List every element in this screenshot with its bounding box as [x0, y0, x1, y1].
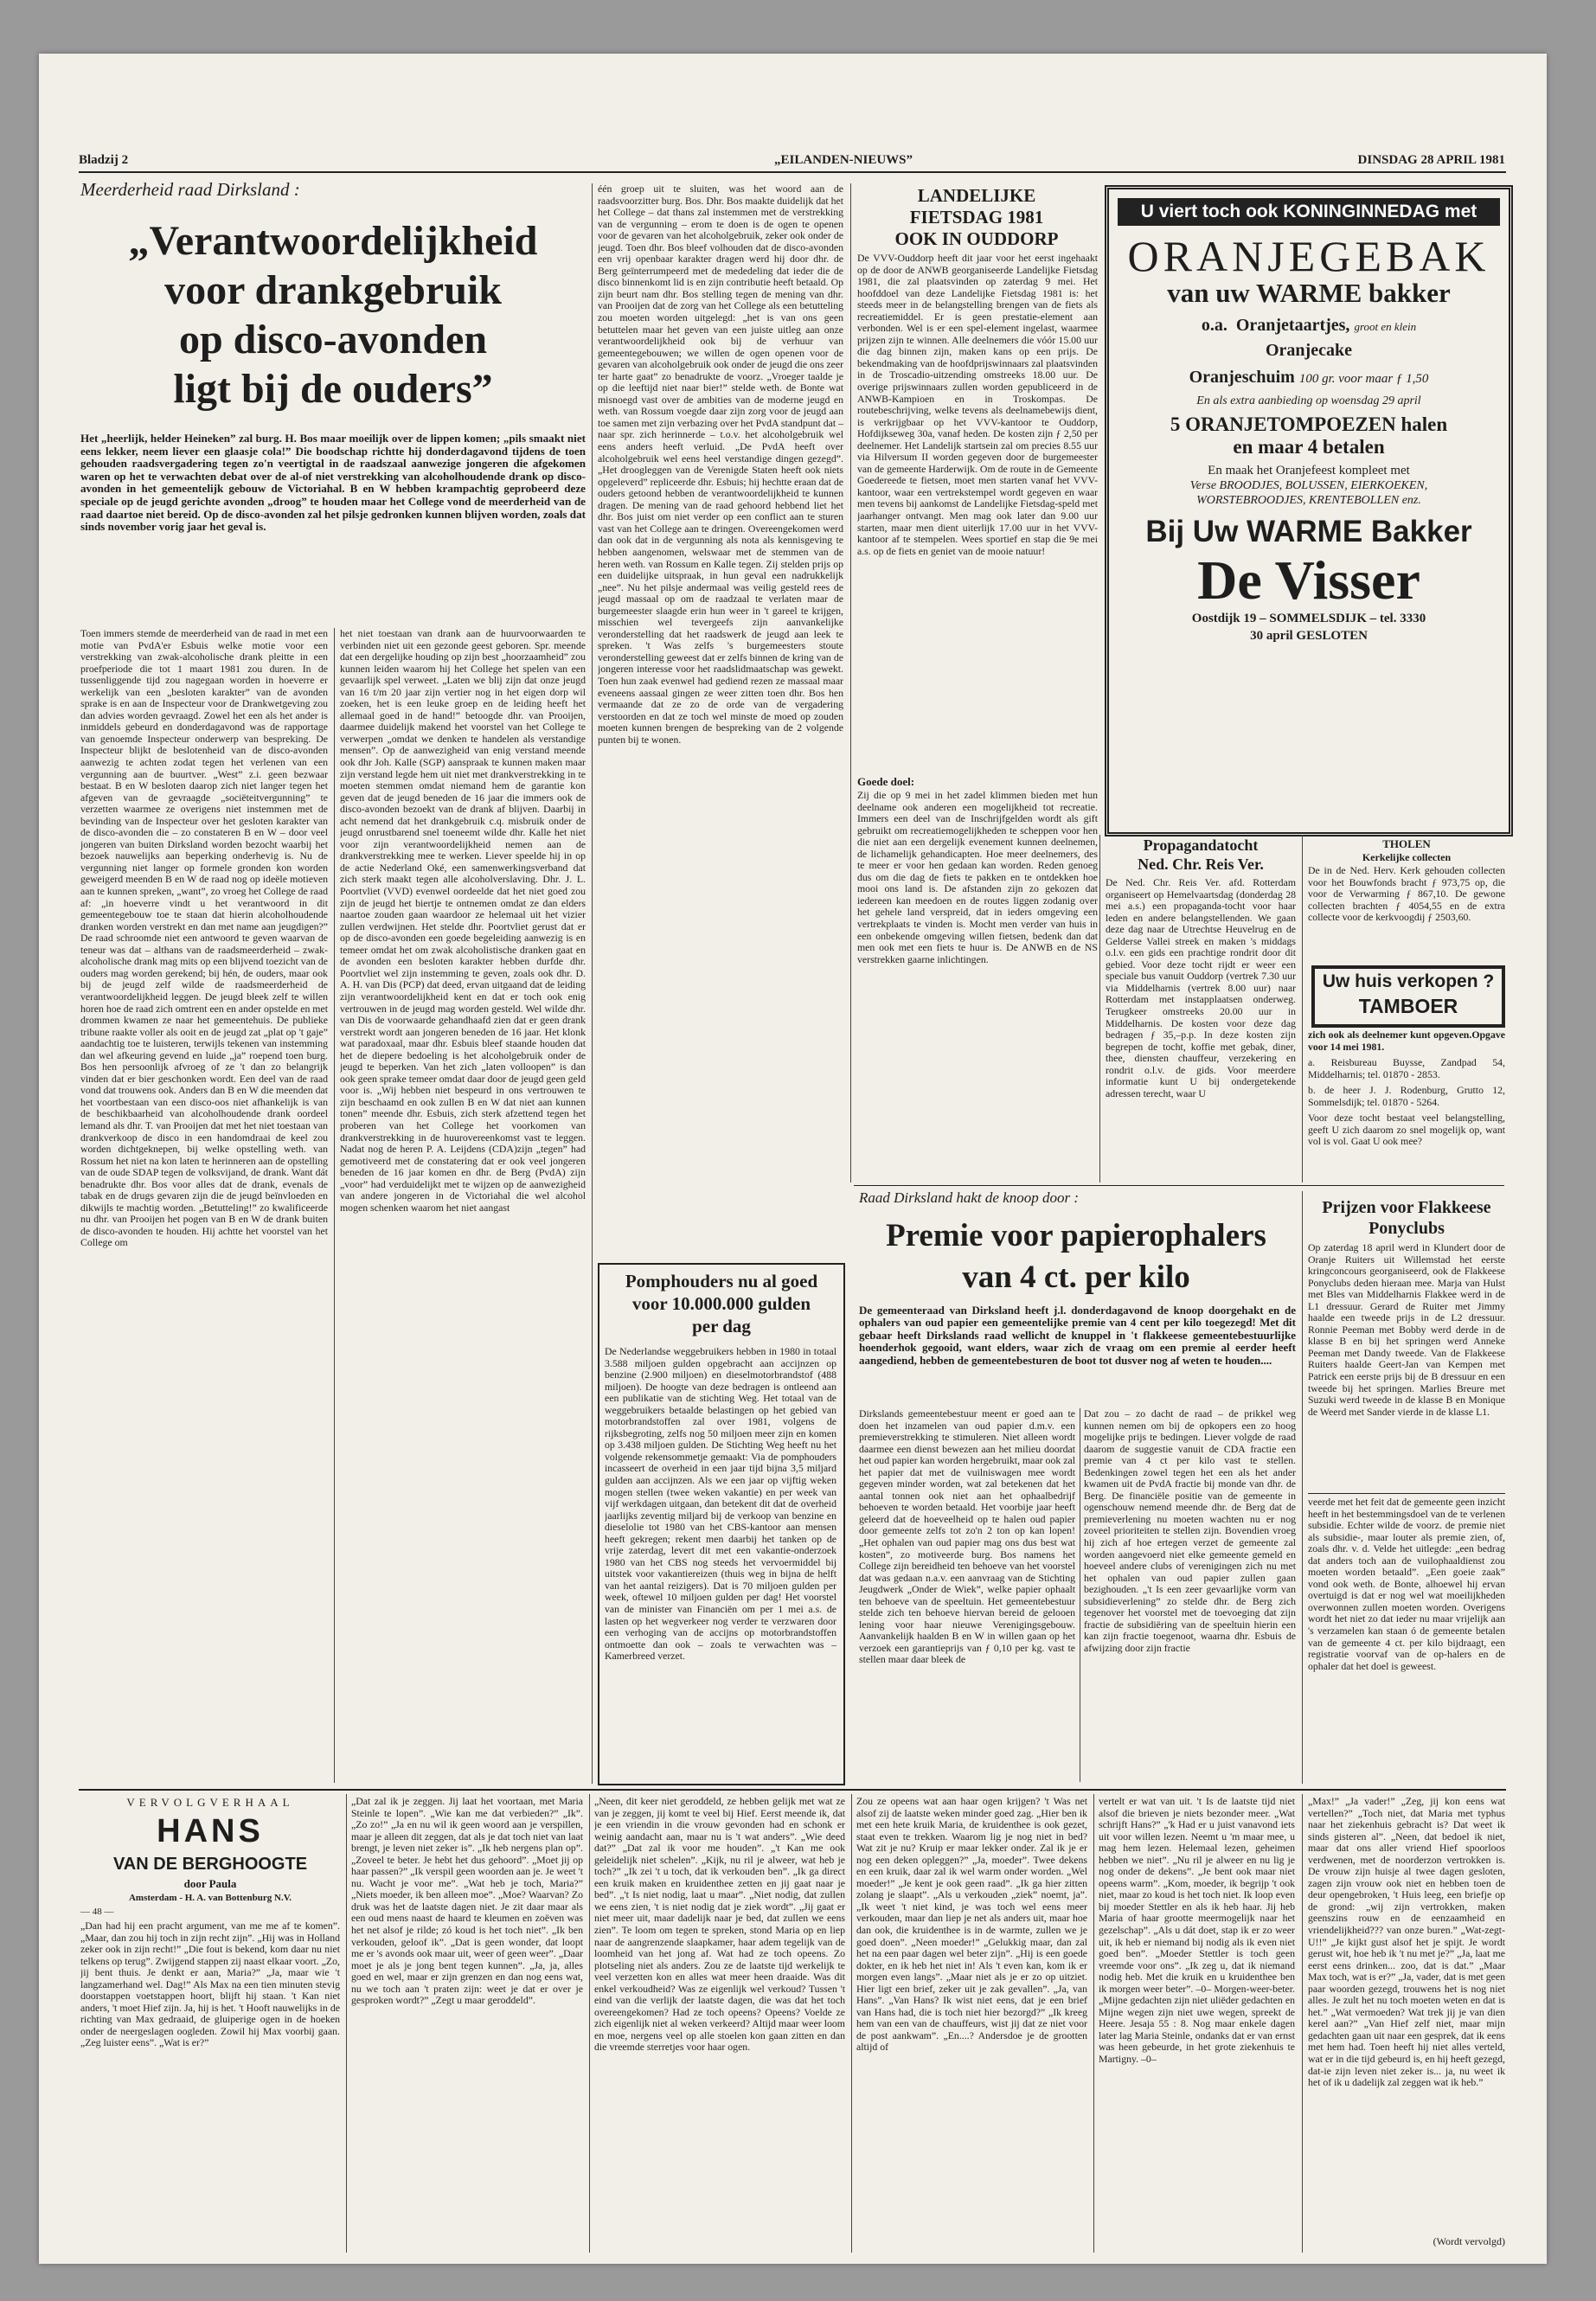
propaganda-addr-b: b. de heer J. J. Rodenburg, Grutto 12, Sommelsdijk; tel. 01870 - 5264.	[1308, 1085, 1505, 1108]
ad-address: Oostdijk 19 – SOMMELSDIJK – tel. 3330	[1191, 612, 1426, 625]
section-rule	[854, 1185, 1504, 1186]
main-col-3: één groep uit te sluiten, was het woord aan de raadsvoorzitter burg. Bos. Dhr. Bos maakte duidelijk dat het het College – dat thans zal instemmen met de verstrekking van de vergunning – erom te doen is de ogen te openen voor de gevaren van het alcoholgebruik, zeker ook onder de jeugd. Toen dhr. Bos bleef volhouden dat de disco-avonden een vrij openbaar karakter dragen werd hij door dhr. de Berg geïnterrumpeerd met de mededeling dat ieder die de disco binnenkomt lid is en zijn contributie heeft betaald. Op zijn beurt nam dhr. Bos stelling tegen de mening van dhr. van Prooijen dat de zorg van het College als een betutteling zou moeten worden uitgelegd: „het is van ons geen betuttelen maar het geven van een juiste uitleg aan onze verantwoordelijkheid ook bij de verhuur van gemeentegebouwen; we willen de ogen openen voor de gevaren van alcoholgebruik ook onder de jeugd die ons zeer ter harte gaat” zo benadrukte de voorz. „Vroeger taalde je op die leeftijd niet naar bier!” stelde weth. de Bonte wat misnoegd vast over de ambities van de moderne jeugd en weth. van Rossum voegde daar zijn zorg voor de jeugd aan toe samen met zijn verbazing over het PvdA standpunt dat – naar spr. zich herinnerde – t.o.v. het alcoholgebruik wel eens anders heeft verluid. „De PvdA heeft over alcoholgebruik wel eens heel verstandige dingen gezegd”. „Het droogleggen van de Verenigde Staten heeft ook niets opgeleverd” repliceerde dhr. Esbuis; hij hechtte eraan dat de ouders getoond hebben de verantwoordelijkheid te kunnen dragen. De mening van de raad gehoord hebbend liet het dhr. Bos juist om niet verder op een conflict aan te sturen vast van het College aan te dringen. Overeengekomen werd dan ook dat in de vergunning als nota als kennisgeving te hebben aangenomen, welswaar met de stemmen van de heren weth. van Rossum en Kalle tegen. Zij stelden prijs op een duidelijke uitspraak, in hun geval een nadrukkelijk „nee”. Nu het pilsje andermaal was veilig gesteld rees de jeugd massaal op om de raadzaal te verlaten maar de burgemeester slaagde erin hun weer in 't gareel te krijgen, misschien wel tevergeefs zijn aanvankelijke veronderstelling dat het raadswerk de jeugd aan leek te spreken. 't Was zelfs 's burgemeesters stoute veronderstelling geweest dat er zelfs binnen de kring van de jongeren interesse voor het raadslidmaatschap was gewekt. Toen hun zaak evenwel had gediend rezen ze massaal maar eveneens aassaal gingen ze weer zitten toen dhr. Bos hen vermaande dat ze zo de orde van de vergadering verstoorden en dat ze toch wel minste de moed op zouden moeten kunnen brengen de bespreking van de 2 volgende punten bij te wonen.	[598, 183, 843, 746]
feuilleton-publisher: Amsterdam - H. A. van Bottenburg N.V.	[128, 1893, 292, 1903]
column-divider	[346, 1794, 347, 2253]
feuilleton-col-4: Zou ze opeens wat aan haar ogen krijgen? 't Was net alsof zij de laatste weken minder goed zag. „Hier ben ik met een hete kruik Maria, de kruidenthee is ook gezet, staat even te trekken. Waarom lig je nog niet in bed? Wat zit je nu? Kruip er maar lekker onder. Zal ik je er nog een deken opleggen?” „Ja, moeder”. Twee dekens en een kruik, daar zal ik wel warm onder worden. „Wel moeder!” „Je kent je ook geen raad”. „Ik ga hier zitten zolang je slaapt”. „Als u verkouden „ziek” noemt, ja”. „Ik weet 't niet kind, je was toch wel eens meer verkouden, maar dan liep je net als anders uit, maar hoe dan ook, die kruidenthee is in de warmte, zullen we je goed doen”. „Neen moeder!” „Gelukkig maar, dan zal het na een paar dagen wel beter zijn”. „Hij is een goede dokter, en ik heb het niet in! Als 't even kan, kom ik er morgen even langs”. „Maar niet als je er zo op uitziet. Hier ligt een brief, zeker uit je zak gevallen”. „Ja, van Hans”. „Van Hans? Ik wist niet eens, dat je een brief van Hans had, die is toch niet hier bezorgd?” „Ik kreeg hem van een van de chauffeurs, wist jij dat ze niet voor de post aankwam”. „En....? Andersdoe je de grootten altijd of	[856, 1796, 1087, 2054]
newspaper-page	[39, 54, 1547, 2264]
propaganda-headline: Propagandatocht Ned. Chr. Reis Ver.	[1138, 836, 1264, 873]
page-number: Bladzij 2	[79, 153, 129, 167]
premie-col-3: veerde met het feit dat de gemeente geen inzicht heeft in het bestemmingsdoel van de te verlenen subsidie. Echter wilde de voorz. de premie niet als subsidie-, maar louter als premie zien, of, zoals dhr. v. d. Velde het uitlegde: „een bedrag dat anders toch aan de vuilophaaldienst zou moeten worden betaald”. „Een goeie zaak” vond ook weth. de Bonte, alhoewel hij ervan overtuigd is dat er nog wel wat moeilijkheden overwonnen zullen moeten worden. Overigens wordt het niet zo dat ieder nu maar vrijelijk aan 's verzamelen kan staan ó de gemeente betalen van de gemeente 4 ct. per kilo bijdraagt, een registratie voorvaf van de op-halers en de ophaler dat het doel is geweest.	[1308, 1497, 1505, 1672]
feuilleton-title: HANS	[157, 1813, 264, 1849]
ad-closed: 30 april GESLOTEN	[1250, 629, 1368, 643]
ad-kompleet: En maak het Oranjefeest kompleet met	[1208, 464, 1410, 478]
premie-lead: De gemeenteraad van Dirksland heeft j.l. donderdagavond de knoop doorgehakt en de ophalers van oud papier een gemeentelijke premie van 4 cent per kilo toegezegd! Met dit gebaar heeft Dirkslands raad wellicht de knuppel in 't flakkeese gemeentebestuurlijke hoenderhok gegooid, want elders, waar zich de vraag om een premie al eerder heeft aangediend, hebben de gemeentebesturen de boot tot dusver nog af weten te houden....	[859, 1304, 1296, 1367]
column-divider	[589, 1794, 590, 2253]
section-rule	[79, 1789, 1506, 1791]
column-divider	[592, 183, 593, 1784]
main-headline: „Verantwoordelijkheid voor drankgebruik op disco-avonden ligt bij de ouders”	[128, 218, 538, 412]
section-rule	[1308, 1493, 1505, 1494]
feuilleton-number: — 48 —	[80, 1907, 114, 1917]
column-divider	[1302, 1794, 1303, 2253]
ad-brand: ORANJEGEBAK	[1127, 232, 1490, 280]
oranjegebak-ad	[1105, 185, 1513, 836]
ponyclubs-body: Op zaterdag 18 april werd in Klundert door de Oranje Ruiters uit Willemstad het eerste kringconcours georganiseerd, ook de Flakkeese Ponyclubs deden hieraan mee. Marja van Hulst met Bles van Middelharnis Flakkee werd in de L1 dressuur. Gerard de Ruiter met Jimmy haalde een tweede prijs in de L2 dressuur. Ronnie Peeman met Bobby werd derde in de klasse B en bij het springen werd Anneke Peeman met Dandy tweede. Van de Flakkeese Ruiters haalde Geert-Jan van Kempen met Patrick een eerste prijs bij de B dressuur en een tweede bij het springen. Marlies Breure met Suzuki werd tweede in de klasse B en Monique de Weerd met Sander vierde in de klasse L1.	[1308, 1242, 1505, 1418]
ad-banner: U viert toch ook KONINGINNEDAG met	[1118, 198, 1500, 226]
column-divider	[1302, 835, 1303, 1183]
premie-col-2: Dat zou – zo dacht de raad – de prikkel weg kunnen nemen om bij de opkopers een zo hoog mogelijke prijs te bedingen. Liever volgde de raad daarom de suggestie vanuit de CDA fractie een premie van 4 ct per kilo vast te stellen. Bedenkingen zowel tegen het een als het ander kwamen uit de PvdA fractie bij monde van dhr. de Berg. De financiële positie van de gemeente in ogenschouw nemend meende dhr. de Berg dat de premieverlening nu moeten wachten nu er nog zoveel prioriteiten te stellen zijn. Bovendien vroeg hij zich af hoe ertegen verzet de gemeente zal worden aangevoerd niet elke gemeente gemeld en hoeveel andere clubs of verenigingen zich nu met het ophalen van oud papier zullen gaan bezighouden. „'t Is een zeer gevaarlijke vorm van subsidieverlening” zo stelde dhr. de Berg zich tegenover het voorstel met de toevoeging dat zijn fractie de subsidiëring van de speeltuin hierin een kan zijn fractie toegenoot, waarna dhr. Esbuis de afwijzing door zijn fractie	[1084, 1408, 1296, 1654]
premie-headline: Premie voor papierophalers van 4 ct. per kilo	[886, 1218, 1266, 1295]
main-lead: Het „heerlijk, helder Heineken” zal burg. H. Bos maar moeilijk over de lippen komen; „pils smaakt niet eens lekker, neem liever een glaasje cola!” Die boodschap richtte hij donderdagavond tijdens de toen gehouden raadsvergadering tegen zo'n veertigtal in de raadszaal aanwezige jongeren die afgekomen waren op het te verwachten debat over de al-of niet verstrekking van alcoholhoudende drank op disco-avonden in het gemeentelijk gebouw de Victoriahal. B en W hebben krampachtig geprobeerd deze speciale op de jeugd gerichte avonden „droog” te houden maar het College vond de meerderheid van de raad daartoe niet bereid. Op de disco-avonden zal het pilsje gedronken kunnen blijven worden, zoals dat sinds november vorig jaar het geval is.	[80, 433, 586, 534]
feuilleton-author: door Paula	[183, 1877, 237, 1890]
feuilleton-footer: (Wordt vervolgd)	[1433, 2235, 1505, 2247]
feuilleton-col-3: „Neen, dit keer niet geroddeld, ze hebben gelijk met wat ze van je zeggen, jij komt te veel bij Hief. Eerst meende ik, dat je een vriendin in die vrouw gevonden had en schonk er weinig aandacht aan, maar nu is 't wat anders”. „Wie deed dat?” „Dat zal ik voor me houden”. „'t Kan me ook geleidelijk niet schelen”. „Kijk, nu ril je alweer, wat heb je toch?” „Ik zei 't u toch, dat ik verkouden ben”. „Ik ga direct een kruik maken en kruidenthee zetten en jij gaat naar je bed”. „'t Is niet nodig, laat u maar”. „Niet nodig, dat zullen we eens zien, 't is niet nodig dat je ziek wordt”. „Jij gaat er niet meer uit, maar dadelijk naar je bed, dat zullen we eens zien”. Te loom om tegen te spreken, stond Maria op en liep naar de aangrenzende slaapkamer, haar adem tegelijk van de loomheid van het jong af. Wat had ze toch opeens. Zo plotseling niet als anders. Zou ze de laatste tijd werkelijk te veel verzetten kon en alles wat meer heen draaide. Was dit enkel verkoudheid? Was ze eigenlijk wel verkoud? Tussen 't eind van die verlijk der laatste dagen, die was dat het toch overeengekomen? Had ze toch opeens? Opeens? Voelde ze zich eigenlijk niet al weken verkeerd? Altijd maar weer loom en moe, nergens veel op alle stoelen kon gaan zitten en dan die vreemde sterretjes voor haar ogen.	[594, 1796, 845, 2054]
feuilleton-col-2: „Dat zal ik je zeggen. Jij laat het voortaan, met Maria Steinle te lopen”. „Wie kan me dat verbieden?” „Ik”. „Zo zo!” „Ja en nu wil ik geen woord aan je verspillen, maar je alleen dit zeggen, dat als je dat toch niet van laat brengt, je leven niet zeker is”. „Ik heb nergens plan op”. „Zoveel te beter. Je hebt het dus gehoord”. „Moet jij op haar passen?” „Ik verspil geen woorden aan je. Je weet 't nu. Wacht je voor me”. „Wat heb je toch, Maria?” „Niets moeder, ik ben alleen moe”. „Moe? Waarvan? Zo druk was het de laatste dagen niet. Je zit daar maar als een oud mens naast de haard te kleumen en zoëven was het net alsof je rilde; zó koud is het toch niet”. „Ik ben verkouden, geloof ik”. „Dat is geen wonder, dat loopt me er 's avonds ook maar uit, weer of geen weer”. „Daar moet je als je jong bent tegen kunnen”. „Ja, ja, alles goed en wel, maar er zijn grenzen en dan nog eens wat, nu we toch aan 't praten zijn: weet je dat er over je gesproken wordt?” „Zegt u maar geroddeld”.	[351, 1796, 583, 2007]
column-divider	[1099, 835, 1100, 1183]
ponyclubs-headline: Prijzen voor Flakkeese Ponyclubs	[1322, 1198, 1491, 1238]
premie-kicker: Raad Dirksland hakt de knoop door :	[859, 1189, 1080, 1206]
fietsdag-body: De VVV-Ouddorp heeft dit jaar voor het eerst ingehaakt op de door de ANWB georganiseerde Landelijke Fietsdag 1981, die zal plaatsvinden op zaterdag 9 mei. Het hoofddoel van deze Landelijke Fietsdag 1981 is: het steeds meer in de belangstelling brengen van de fiets als recreatiemiddel. Er is geen prestatie-element aan verbonden. Wel is er een spel-element ingelast, waarmee prijzen zijn te winnen. Alle deelnemers die vóór 15.00 uur die dag binnen zijn, maken kans op een prijs. De bekendmaking van de hoofdprijswinnaars zal plaatsvinden in de Troscadio-uitzending omstreeks 18.00 uur. De overige prijswinnaars zullen worden gepubliceerd in de ANWB-Kampioen en in Troskompas. De routebeschrijving, welke tevens als deelnamebewijs dient, is verkrijgbaar op het VVV-kantoor te Ouddorp, Hofdijkseweg 30a, vanaf heden. De kosten zijn ƒ 2,50 per deelnemer. Het Landelijk startsein zal om precies 8.55 uur via Hilversum II worden gegeven door de burgemeester van de gemeente Harderwijk. Om de route in de Gemeente Goedereede te fietsen, moet men starten vanaf het VVV-kantoor, waar een vertrekstempel wordt gegeven en waar men tevens bij aankomst de Landelijke Fietsdag-speld met jaarhanger ontvangt. Men mag ook later dan 9.00 uur starten, maar men dient uiterlijk 17.00 uur in het VVV-kantoor af te stempelen. Wees sportief en stap die 9e mei a.s. op de fiets en geniet van de mooie natuur!	[857, 253, 1098, 557]
fietsdag-headline: LANDELIJKE FIETSDAG 1981 OOK IN OUDDORP	[894, 185, 1059, 249]
masthead-rule	[79, 171, 1506, 173]
tholen-subhead: Kerkelijke collecten	[1362, 851, 1452, 863]
main-kicker: Meerderheid raad Dirksland :	[80, 179, 300, 200]
premie-col-1: Dirkslands gemeentebestuur meent er goed aan te doen het inzamelen van oud papier d.m.v. een premieverstrekking te stimuleren. Niet alleen wordt daarmee een dienst bewezen aan het milieu doordat het oud papier kan worden hergebruikt, maar ook zal het papier dat met de vuilniswagen mee wordt gegeven minder worden, wat zal betekenen dat het aantal tonnen ook niet aan het ophaalbedrijf behoeven te worden betaald. Het voorbije jaar heeft geleerd dat de hoeveelheid op te halen oud papier door gemeente zelfs tot zo'n 2 ton op kan lopen! „Het ophalen van oud papier mag ons dus best wat kosten”, zo motiveerde burg. Bos namens het College zijn bereidheid ten behoeve van het voorstel dat was gedaan n.a.v. een aanvraag van de Stichting Jeugdwerk „Onder de Wiek”, welke papier ophaalt ten behoeve van de speeltuin. Het gemeentebestuur stelde zich ten behoeve hiervan bereid de gelooen lening voor haar nieuwe Verenigingsgebouw. Aanvankelijk haalden B en W in willen gaan op het verzoek een garantieprijs van ƒ 0,10 per kg. vast te stellen maar daar bleek de	[859, 1408, 1075, 1666]
column-divider	[1302, 1191, 1303, 1784]
tamboer-line2: TAMBOER	[1358, 995, 1458, 1017]
propaganda-body: De Ned. Chr. Reis Ver. afd. Rotterdam organiseert op Hemelvaartsdag (donderdag 28 mei a.s.) een propaganda-tocht voor haar leden en andere belangstellenden. We gaan deze dag naar de Utrechtse Heuvelrug en de Gelderse Vallei streek en maken 's middags o.l.v. een gids een prachtige rondrit door dit gebied. Voor deze tocht rijdt er weer een speciale bus vanuit Ouddorp (vertrek 7.30 uur via Middelharnis (vertrek 8.00 uur) naar Rotterdam met instapplaatsen onderweg. Terugkeer omstreeks 20.00 uur in Middelharnis. De kosten voor deze dag bedragen ƒ 35,–p.p. In deze kosten zijn begrepen de tocht, koffie met gebak, diner, thee, diensten chauffeur, verzekering en rondrit o.l.v. de gids. Voor meerdere informatie kunt U bij ondergetekende adressen terecht, waar U	[1106, 877, 1296, 1099]
propaganda-cont: zich ook als deelnemer kunt opgeven.Opgave voor 14 mei 1981.	[1308, 1029, 1505, 1053]
ad-item2: Oranjecake	[1266, 341, 1352, 360]
propaganda-addr-a: a. Reisbureau Buysse, Zandpad 54, Middelharnis; tel. 01870 - 2853.	[1308, 1057, 1505, 1080]
fietsdag-subhead: Goede doel:	[857, 775, 915, 788]
pomphouders-body: De Nederlandse weggebruikers hebben in 1980 in totaal 3.588 miljoen gulden opgebracht aan accijnzen op benzine (2.900 miljoen) en dieselmotorbrandstof (488 miljoen). De hoogte van deze bedragen is ontleend aan een publikatie van de stichting Weg. Het totaal van de weggebruikers betaalde belastingen op het gebied van motorbrandstoffen zal over 1981, volgens de rijksbegroting, zelfs nog 50 miljoen meer zijn en komen op 3.438 miljoen gulden. De Stichting Weg heeft nu het volgende rekensommetje gemaakt: Via de pomphouders incasseert de overheid in een jaar tijd bijna 3,5 miljard gulden aan accijnzen. Als we een jaar op vijftig weken mogen stellen (twee weken vakantie) en per week van vijf werkdagen uitgaan, dan betekent dit dat de overheid jaarlijks zeventig miljard bij de verkoop van benzine en dieselolie tot 1980 van het CBS-kantoor aan mensen heeft gekregen; rekent men daarbij het tanken op de vrije zaterdag, levert dit met een vakantie-onderzoek 1980 van het CBS nog steeds het vervoermiddel bij uitstek voor vakantiereizen (thuis weg in bijna de helft van het aantal reizigers). Dat is 70 miljoen gulden per week, oftewel 10 miljoen gulden per dag! Het voorstel van de minister van Financiën om per 1 mei a.s. de lasten op het wegverkeer nog verder te verzwaren door een verhoging van de accijns op motorbrandstoffen ontmoette dan ook – zoals te verwachten was – Kamerbreed verzet.	[605, 1346, 836, 1663]
ad-extras: Verse BROODJES, BOLUSSEN, EIERKOEKEN, WORSTEBROODJES, KRENTEBOLLEN enz.	[1189, 479, 1428, 507]
tholen-headline: THOLEN	[1382, 837, 1431, 850]
feuilleton-col-6: „Max!” „Ja vader!” „Zeg, jij kon eens wat vertellen?” „Toch niet, dat Maria met typhus naar het ziekenhuis gebracht is? Dat weet ik sinds gisteren al”. „Neen, dat bedoel ik niet, maar dat ons aller vriend Hief spoorloos verdwenen, met de noorderzon vertrokken is. De vrouw zijn huisje al twee dagen gesloten, zagen zijn vrouw ook niet en hebben toen de deur opengebroken, 't Huis leeg, een briefje op de grond: „wij zijn vertrokken, maken geenszins rouw en de eenzaamheid en vriendelijkheid??? van onze buren.” „Wat-zegt-U!!” „Je kijkt gust alsof het je spijt. Je wordt gerust wit, hoe heb ik 't nu met je?” „Ja, laat me eerst eens drinken... zoo, dat is dat.” „Maar Max toch, wat is er?” „Ja, vader, dat is met geen paar woorden gezegd, trouwens het is nog niet alles. Je zult het nu toch moeten weten en dat is het.” „Wat vermoeden? Wat trek jij je van dien kerel aan?” „Van Hief zelf niet, maar mijn gedachten gaan uit naar een gesprek, dat ik eens met hem had. Toen heeft hij niet alles verteld, wat er in die tijd gebeurd is, en hij heeft gezegd, dat-ie zijn leven niet zeker is... ja, nu weet ik het of ik u dadelijk zal zeggen wat ik heb.”	[1308, 1796, 1505, 2089]
propaganda-addr-c: Voor deze tocht bestaat veel belangstelling, geeft U zich daarom zo snel mogelijk op, want vol is vol. Gaat U ook mee?	[1308, 1112, 1505, 1148]
column-divider	[850, 183, 851, 1183]
ad-item3: Oranjeschuim 100 gr. voor maar ƒ 1,50	[1189, 368, 1429, 387]
feuilleton-col-5: vertelt er wat van uit. 't Is de laatste tijd niet alsof die brieven je niets bezonder meer. „Wat schrijft Hans?” „'k Had er u juist vanavond iets uit voor willen lezen. Neemt u 'm maar mee, u mag hem lezen. Helemaal lezen, geheimen hebben we niet”. „Nu ril je alweer en nu lig je nog onder de dekens”. „Je bent ook maar niet opeens warm”. „Kom, moeder, ik begrijp 't ook niet, maar zo koud is het toch niet. Ik loop even bij moeder Stettler en als ik heb haar. Jij heb Maria of haar grootte meermogelijk naar het gezelschap”. „Als u dát doet, stap ik er zo weer uit, ik heb er niemand bij nodig als ik even niet goed ben”. „Moeder Stettler is toch geen vreemde voor ons”. „Ik zeg u, dat ik niemand nodig heb. Met die kruik en u kruidenthee ben ik morgen weer beter”. –0– Morgen-weer-beter. „Mijne gedachten zijn niet uliëder gedachten en Mijne wegen zijn niet uwe wegen, spreekt de Heere. Jesaja 55 : 8. Nog maar enkele dagen later lag Maria Steinle, ondanks dat er van ernst was heen gebeurde, in het grote ziekenhuis te Martigny. –0–	[1099, 1796, 1295, 2066]
column-divider	[1093, 1794, 1094, 2253]
fietsdag-body-2: Zij die op 9 mei in het zadel klimmen bieden met hun deelname ook anderen een mogelijkheid tot recreatie. Immers een deel van de Inschrijfgelden wordt als gift gebruikt om recreatiemogelijkheden te scheppen voor hen die niet aan een dergelijk evenement kunnen deelnemen, de lichamelijk gehandicapten. Hoe meer deelnemers, des te meer er voor hen gedaan kan worden. Reden genoeg dus om die dag de fiets te pakken en te ontdekken hoe mooi ons land is. De afstanden zijn zo gekozen dat iedereen kan meedoen en de routes liggen zodanig over het gehele land verspreid, dat in ieders omgeving een vertrekplaats te vinden is. Mocht men verder van huis in een onbekende omgeving willen fietsen, bedenk dan dat men ook met een fiets te huur is. De ANWB en de NS verstrekken gaarne inlichtingen.	[857, 790, 1098, 965]
column-divider	[334, 628, 335, 1783]
ad-line2: van uw WARME bakker	[1167, 278, 1451, 308]
ad-oa: o.a. Oranjetaartjes, groot en klein	[1201, 316, 1417, 335]
ad-deal1: 5 ORANJETOMPOEZEN halen	[1170, 413, 1448, 435]
ad-slogan: Bij Uw WARME Bakker	[1145, 515, 1472, 548]
tholen-body: De in de Ned. Herv. Kerk gehouden collecten voor het Bouwfonds bracht ƒ 973,75 op, die voor de Verwarming ƒ 867,10. De gewone collecten brachten ƒ 4054,55 en de extra collecte voor de kerkvoogdij ƒ 2503,60.	[1308, 865, 1505, 924]
column-divider	[851, 1794, 852, 2253]
tamboer-ad	[1311, 965, 1505, 1028]
ad-promo: En als extra aanbieding op woensdag 29 april	[1196, 394, 1421, 407]
feuilleton-label: VERVOLGVERHAAL	[126, 1796, 294, 1809]
pomphouders-article: Pomphouders nu al goed voor 10.000.000 gulden per dag De Nederlandse weggebruikers hebben in 1980 in totaal 3.588 miljoen gulden opgebracht aan accijnzen op benzine (2.900 miljoen) en dieselmotorbrandstof (488 miljoen). De hoogte van deze bedragen is ontleend aan een publikatie van de stichting Weg. Het totaal van de weggebruikers betaalde belastingen op het gebied van motorbrandstoffen zal over 1981, volgens de rijksbegroting, zelfs nog 50 miljoen meer zijn en komen op 3.438 miljoen gulden. De Stichting Weg heeft nu het volgende rekensommetje gemaakt: Via de pomphouders incasseert de overheid in een jaar tijd bijna 3,5 miljard gulden aan accijnzen. Als we een jaar op vijftig weken mogen stellen (twee weken vakantie) en per week van vijf werkdagen uitgaan, dan betekent dit dat de overheid jaarlijks zeventig miljard bij de verkoop van benzine en dieselolie tot 1980 van het CBS-kantoor aan mensen heeft gekregen; rekent men daarbij het tanken op de vrije zaterdag, levert dit met een vakantie-onderzoek 1980 van het CBS nog steeds het vervoermiddel bij uitstek voor vakantiereizen (thuis weg in bijna de helft van het aantal reizigers). Dat is 70 miljoen gulden per week, oftewel 10 miljoen gulden per dag! Het voorstel van de minister van Financiën om per 1 mei a.s. de lasten op het wegverkeer nog verder te verzwaren door een verhoging van de accijns op motorbrandstoffen ontmoette dan ook – zoals te verwachten was – Kamerbreed verzet.	[598, 1263, 845, 1785]
ad-deal2: en maar 4 betalen	[1233, 436, 1385, 458]
feuilleton-subtitle: VAN DE BERGHOOGTE	[112, 1855, 308, 1874]
main-col-1: Toen immers stemde de meerderheid van de raad in met een motie van PvdA'er Esbuis welke motie voor een verstrekking van zwak-alcoholische drank pleitte in een proefperiode die tot 1 maart 1981 zou duren. In de tussenliggende tijd zou nagegaan worden in hoeverre er werkelijk van een „besloten karakter” van de avonden sprake is en aan de Inspecteur voor de Drankwetgeving zou dan advies worden gevraagd. Zowel het een als het ander is inmiddels gebeurd en donderdagavond was de rapportage van genoemde Inspecteur onderwerp van bespreking. De Inspecteur blijkt de beslotenheid van de disco-avonden aanwezig te achten zodat tegen het verlenen van een vergunning aan de buurtver. „West” z.i. geen bezwaar bestaat. B en W besloten daarop zich niet langer tegen het afgeven van de gevraagde „sociëteitvergunning” te verzetten waarmee ze overigens niet instemmen met de bevinding van de Inspecteur over het gesloten karakter van de disco-avonden die – zo constateren B en W – door veel jongeren van buiten Dirksland worden bezocht waarbij het bezoek nauwelijks aan beperking onderhevig is. Nu de vergunning niet langer op formele gronden kon worden geweigerd meenden B en W de raad nog op ideële motieven aan te kunnen spreken, „want”, zo vroeg het College de raad af: „in hoeverre vindt u het verantwoord in dit gemeentegebouw toe te staan dat hierin alcoholhoudende dranken worden verstrekt en dan met name aan jeugdigen?” De raad schroomde niet een antwoord te geven waarvan de teneur was dat – althans van de raadsmeerderheid – zwak-alcoholische drank mag mits op een blijvend toezicht van de ouders mag worden gerekend; bij hén, de ouders, maar ook bij de jeugd zelf wilde de raadsmeerderheid de verantwoordelijkheid leggen. De jeugd bleek zelf te willen horen hoe de raad zich omtrent een en ander opstelde en met drommen kwamen ze naar het gemeentehuis. De publieke tribune raakte voller als ooit en de jeugd zat „plat op 't gaje” aandachtig toe te luisteren, terwijls tekenen van instemming dan wel afkeuring gevend en luide „ja” roepend toen burg. Bos hen persoonlijk afvroeg of ze 't dan zo belangrijk vinden dat er bier geschonken wordt. Een deel van de raad vond dat trouwens ook. Anders dan B en W die meenden dat het voortbestaan van een disco-oos niet afhankelijk is van de beschikbaarheid van alcoholhoudende drank oordeel lemand als dhr. T. van Prooijen dat met het niet toestaan van drankverkoop de disco in een handomdraai de keel zou worden dichtgeknepen, bij welke opstelling weth. van Rossum het niet na kon laten te herinneren aan de opstelling van de oude SDAP tegen de volksvijand, de drank. Want dát benadrukte dhr. Bos voor alles dat de drank, evenals de tabak en de drugs gevaren zijn die de jeugd beïnvloeden en dikwijls te machtig worden. „Betutteling!” zo kwalificeerde nu dhr. van Prooijen het pogen van B en W de drank buiten de disco-avonden te houden. Hij achtte het voorstel van het College om	[80, 628, 328, 1249]
newspaper-name: „EILANDEN-NIEUWS”	[773, 153, 913, 167]
main-col-2: het niet toestaan van drank aan de huurvoorwaarden te verbinden niet uit een gezonde geest geboren. Spr. meende dat een dergelijke houding op zijn best „hoorzaamheid” zou kunnen leiden waarom hij het College het spelen van een gevaarlijk spel verweet. „Laten we blij zijn dat onze jeugd van 16 t/m 20 jaar zijn vertier nog in het eigen dorp wil zoeken, het is een leuke groep en de leiding heeft het allemaal goed in de hand!” betoogde dhr. van Prooijen, daarmee duidelijk makend het voorstel van het College te verwerpen „omdat we denken te handelen als verstandige mensen”. Op de aanwezigheid van enig verstand meende ook dhr Joh. Kalle (SGP) aanspraak te kunnen maken maar zijn verstand legde hem uit niet met drankverstrekking in te moeten stemmen omdat niemand hem de garantie kon geven dat de jeugd beneden de 16 jaar die immers ook de disco-avonden bezoekt van de drank af blijven. Daarbij in acht nemend dat het drankgebruik c.q. misbruik onder de jeugd onrustbarend snel toeneemt wilde dhr. Kalle het niet voor zijn verantwoordelijkheid nemen aan de drankverstrekking mee te werken. Liever speelde hij in op de actie Nederland Oké, een samenwerkingsverband dat zich sterk maakt tegen alle alcoholverslaving. Dhr. J. L. Poortvliet (VVD) evenwel oordeelde dat het niet goed zou zijn de jeugd het biertje te ontnemen omdat ze dan elders naartoe zouden gaan waardoor ze helemaal uit het vizier zullen verdwijnen. Het stelde dhr. Poortvliet gerust dat er op de disco-avonden een goede begeleiding aanwezig is en temeer omdat het om zwak alcoholistische dranken gaat en de avonden een besloten karakter hebben durfde dhr. Poortvliet wel zijn instemming te geven, zoals ook dhr. D. A. H. van Dis (PCP) dat deed, ervan uitgaand dat de leiding zijn verantwoordelijkheid kent en dat er toch ook enig vertrouwen in de jeugd mag worden gesteld. Wel wilde dhr. van Dis de voorwaarde gehandhaafd zien dat er geen drank verstrekt wordt aan jongeren beneden de 16 jaar. Het klonk wat paradoxaal, maar dhr. Esbuis bleef staande houden dat het de diepere bedoeling is het alcoholgebruik onder de jeugd te beperken. Van het zich „laten volloopen” is dan ook geen sprake temeer omdat daar door de jeugd geen geld voor is. „Wij hebben niet bespeurd in ons vertrouwen te zijn beschaamd en ook zullen B en W dat niet aan kunnen tonen” meende dhr. Esbuis, zich sterk afzettend tegen het proberen van het College het voorkomen van drankverstrekking in de huurovereenkomst vast te leggen. Nadat nog de heren P. A. Leijdens (CDA)zijn „tegen” had gemotiveerd met de constatering dat er ook veel jongeren beneden de 16 jaar komen en dhr. de Berg (PvdA) zijn „voor” had verduidelijkt met te wijzen op de aanwezigheid van andere jongeren in de Victoriahal die wel alcohol mogen schenken waarom het niet aangast	[340, 628, 586, 1214]
ad-bakery-name: De Visser	[1197, 549, 1420, 611]
feuilleton-col-1: „Dan had hij een pracht argument, van me me af te komen”. „Maar, dan zou hij toch in zijn recht zijn”. „Hij was in Holland zeker ook in zijn recht!” „Die fout is bekend, kom daar nu niet telkens op terug”. Zwijgend stappen zij naast elkaar voort. „Zo, jij bent thuis. Je denkt er aan, Maria?” „Ja, maar wie 't langzamerhand wel. Dag!” Als Max na een tien minuten stevig doorstappen voetstappen hoort, blijft hij staan. 't Kan niet anders, 't moet Hief zijn. Ja, hij is het. 't Hooft nauwelijks in de richting van Max gedraaid, de gluiperige ogen in de hoeken onder de neergeslagen oogleden. Zowil hij Max voorbij gaan. „Zeg luister eens”. „Wat is er?”	[80, 1920, 340, 2049]
issue-date: DINSDAG 28 APRIL 1981	[1357, 153, 1505, 167]
tamboer-line1: Uw huis verkopen ?	[1322, 971, 1495, 991]
